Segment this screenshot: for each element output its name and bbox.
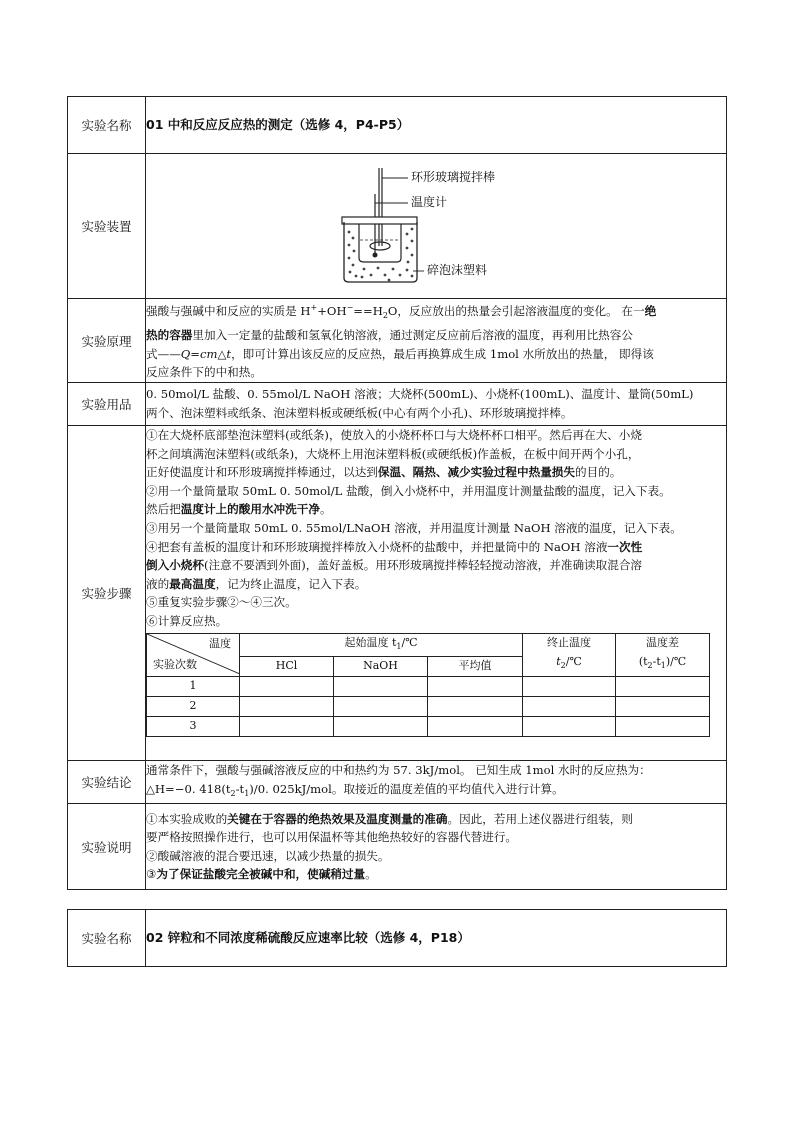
diff-header: [616, 633, 710, 677]
steps-cell: [146, 426, 727, 761]
var-t: t: [556, 654, 561, 668]
note-text: 要严格按照操作进行，也可以用保温杯等其他绝热较好的容器代替进行。: [146, 830, 518, 845]
principle-label: 实验原理: [68, 299, 146, 383]
apparatus-label: 实验装置: [68, 154, 146, 299]
notes-label: 实验说明: [68, 804, 146, 890]
note-text: 。: [365, 867, 377, 882]
principle-text: 式——: [146, 346, 181, 361]
formula-text: )/℃: [665, 654, 687, 668]
note-emphasis: 为了保证盐酸完全被碱中和，使碱稍过量: [156, 867, 366, 882]
trial-number: 1: [147, 677, 240, 697]
name-label: 实验名称: [68, 97, 146, 154]
step-emphasis: 倒入小烧杯: [146, 558, 204, 573]
table-cell: [616, 717, 710, 737]
table-row: [147, 717, 710, 737]
table-row: [147, 697, 710, 717]
subscript: 1: [244, 788, 250, 798]
step-text: ，记为终止温度，记入下表。: [215, 576, 367, 591]
trial-number: 2: [147, 697, 240, 717]
average-header: 平均值: [428, 657, 523, 677]
principle-text: ==H: [353, 304, 383, 319]
step-text: ①在大烧杯底部垫泡沫塑料(或纸条)，使放入的小烧杯杯口与大烧杯杯口相平。然后再在大、小烧: [146, 428, 642, 442]
note-text: ①本实验成败的: [146, 811, 228, 826]
table-row: [147, 677, 710, 697]
materials-label: 实验用品: [68, 383, 146, 426]
start-temp-text: 起始温度 t: [344, 635, 397, 649]
table-cell: [523, 717, 616, 737]
unit-text: /℃: [401, 635, 418, 649]
note-text: ②酸碱溶液的混合要迅速，以减少热量的损失。: [146, 848, 390, 863]
subscript: 2: [647, 660, 653, 670]
heat-formula: Q=cm△t: [180, 346, 232, 361]
step-text: ③用另一个量筒量取 50mL 0. 55mol/LNaOH 溶液，并用温度计测量 NaOH 溶液的温度，记入下表。: [146, 520, 682, 535]
step-text: ⑥计算反应热。: [146, 613, 228, 628]
table-cell: [523, 697, 616, 717]
diff-text: 温度差: [646, 636, 680, 650]
materials-text: 两个、泡沫塑料或纸条、泡沫塑料板或硬纸板(中心有两个小孔)、环形玻璃搅拌棒。: [146, 406, 573, 420]
temperature-data-table: [146, 633, 710, 738]
experiment-title: 02 锌粒和不同浓度稀硫酸反应速率比较（选修 4，P18）: [146, 929, 470, 945]
conclusion-text: -t: [235, 781, 245, 796]
name-label: 实验名称: [68, 910, 146, 967]
conclusion-text: 通常条件下，强酸与强碱溶液反应的中和热约为 57. 3kJ/mol。 已知生成 1mol 水时的反应热为：: [146, 763, 651, 777]
table-cell: [428, 677, 523, 697]
table-cell: [428, 717, 523, 737]
subscript: 1: [396, 641, 402, 651]
step-text: 。: [319, 502, 332, 517]
principle-text: +OH: [317, 304, 347, 319]
step-emphasis: 一次性: [607, 539, 643, 554]
note-emphasis: 关键在于容器的绝热效果及温度测量的准确: [227, 811, 448, 826]
principle-text: ，即可计算出该反应的反应热，最后再换算成生成 1mol 水所放出的热量， 即得该: [231, 346, 654, 361]
superscript: +: [310, 303, 318, 313]
materials-cell: [146, 383, 727, 426]
foam-label: 碎泡沫塑料: [427, 263, 488, 277]
conclusion-text: △H=−0. 418(t: [146, 781, 231, 796]
table-cell: [240, 717, 334, 737]
step-text: 然后把: [146, 502, 181, 517]
naoh-header: NaOH: [334, 657, 428, 677]
diagonal-header-cell: [147, 633, 240, 677]
conclusion-text: )/0. 025kJ/mol。取接近的温度差值的平均值代入进行计算。: [249, 781, 564, 796]
header-temperature: 温度: [209, 636, 231, 650]
step-text: 液的: [146, 576, 170, 591]
table-cell: [428, 697, 523, 717]
step-text: 正好使温度计和环形玻璃搅拌棒通过，以达到: [146, 465, 378, 480]
formula-text: (t: [638, 654, 648, 668]
step-text: ④把套有盖板的温度计和环形玻璃搅拌棒放入小烧杯的盐酸中，并把量筒中的 NaOH 溶液: [146, 539, 608, 554]
principle-emphasis: 绝: [644, 304, 657, 319]
principle-emphasis: 热的容器: [146, 327, 193, 342]
conclusion-cell: [146, 761, 727, 804]
notes-cell: [146, 804, 727, 890]
unit-text: /℃: [565, 654, 582, 668]
step-emphasis: 保温、隔热、减少实验过程中热量损失: [377, 465, 575, 480]
experiment-1-table: [67, 96, 727, 890]
table-cell: [334, 697, 428, 717]
end-temp-header: [523, 633, 616, 677]
subscript: 2: [382, 311, 388, 321]
start-temp-header: [240, 633, 523, 657]
principle-cell: [146, 299, 727, 383]
principle-text: O，反应放出的热量会引起溶液温度的变化。 在一: [387, 304, 645, 319]
subscript: 2: [560, 660, 566, 670]
table-cell: [523, 677, 616, 697]
conclusion-label: 实验结论: [68, 761, 146, 804]
principle-text: 里加入一定量的盐酸和氢氧化钠溶液，通过测定反应前后溶液的温度，再利用比热容公: [192, 327, 633, 342]
experiment-2-table: [67, 909, 727, 967]
materials-text: 0. 50mol/L 盐酸、0. 55mol/L NaOH 溶液；大烧杯(500mL)、小烧杯(100mL)、温度计、量筒(50mL): [146, 387, 694, 402]
header-trial-number: 实验次数: [153, 657, 197, 671]
step-emphasis: 最高温度: [169, 576, 216, 591]
table-cell: [334, 677, 428, 697]
step-text: 杯之间填满泡沫塑料(或纸条)，大烧杯上用泡沫塑料板(或硬纸板)作盖板，在板中间开两个小孔，: [146, 446, 640, 461]
note-text: 。因此，若用上述仪器进行组装，则: [447, 811, 633, 826]
stirrer-label: 环形玻璃搅拌棒: [411, 170, 496, 184]
experiment-title: 01 中和反应反应热的测定（选修 4，P4-P5）: [146, 116, 410, 132]
step-text: (注意不要洒到外面)，盖好盖板。用环形玻璃搅拌棒轻轻搅动溶液，并准确读取混合溶: [203, 558, 643, 573]
table-cell: [240, 697, 334, 717]
trial-number: 3: [147, 717, 240, 737]
subscript: 1: [660, 660, 666, 670]
apparatus-cell: [146, 154, 727, 299]
end-temp-text: 终止温度: [547, 636, 592, 650]
table-cell: [240, 677, 334, 697]
steps-label: 实验步骤: [68, 426, 146, 761]
principle-text: 反应条件下的中和热。: [146, 365, 262, 380]
note-text: ③: [146, 867, 157, 882]
step-text: ⑤重复实验步骤②～④三次。: [146, 595, 297, 610]
formula-text: -t: [652, 654, 661, 668]
experiment-title-cell: [146, 910, 727, 967]
table-cell: [616, 677, 710, 697]
superscript: −: [346, 303, 354, 313]
experiment-title-cell: [146, 97, 727, 154]
table-cell: [616, 697, 710, 717]
table-cell: [334, 717, 428, 737]
hcl-header: HCl: [240, 657, 334, 677]
principle-text: 强酸与强碱中和反应的实质是 H: [146, 304, 311, 319]
subscript: 2: [230, 788, 236, 798]
step-text: ②用一个量筒量取 50mL 0. 50mol/L 盐酸，倒入小烧杯中，并用温度计测量盐酸的温度，记入下表。: [146, 483, 671, 498]
thermometer-label: 温度计: [411, 195, 448, 209]
step-text: 的目的。: [575, 465, 622, 480]
step-emphasis: 温度计上的酸用水冲洗干净: [180, 502, 320, 517]
